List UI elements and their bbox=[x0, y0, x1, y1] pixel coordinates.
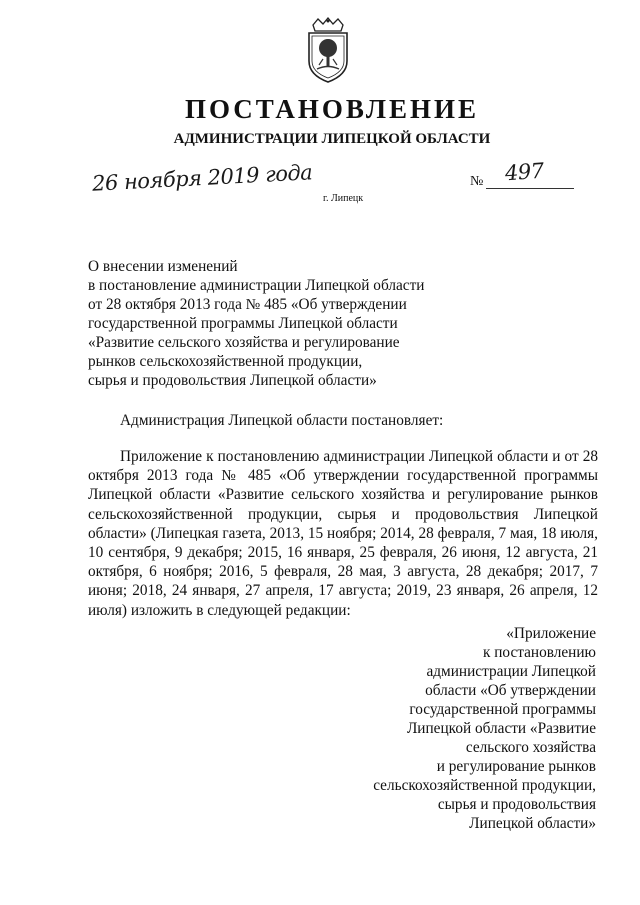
appendix-line: сырья и продовольствия bbox=[437, 796, 596, 813]
resolution-statement: Администрация Липецкой области постановляет: bbox=[120, 412, 444, 429]
appendix-line: сельского хозяйства bbox=[465, 739, 596, 756]
subject-line: О внесении изменений bbox=[88, 258, 238, 275]
document-subtitle: АДМИНИСТРАЦИИ ЛИПЕЦКОЙ ОБЛАСТИ bbox=[173, 131, 491, 147]
number-sign: № bbox=[470, 174, 484, 189]
subject-line: рынков сельскохозяйственной продукции, bbox=[88, 353, 363, 370]
appendix-line: администрации Липецкой bbox=[426, 663, 596, 680]
appendix-line: области «Об утверждении bbox=[425, 682, 596, 699]
handwritten-date: 26 ноября 2019 года bbox=[91, 160, 313, 196]
body-paragraph: Приложение к постановлению администрации Липецкой области и от 28 октября 2013 года № 485 «Об утверждении государственной программы Липецкой области «Развитие сельского хозяйства и регулирование рынков сельскохозяйственной продукции, сырья и продовольствия Липецкой области» (Липецкая газета, 2013, 15 ноября; 2014, 28 февраля, 7 мая, 18 июля, 10 сентября, 9 декабря; 2015, 16 января, 25 февраля, 26 июня, 12 августа, 21 октября, 6 ноября; 2016, 5 февраля, 28 мая, 3 августа, 28 декабря; 2017, 7 июня; 2018, 24 января, 27 апреля, 17 августа; 2019, 23 января, 26 апреля, 12 июля) изложить в следующей редакции: bbox=[88, 448, 598, 619]
appendix-line: сельскохозяйственной продукции, bbox=[373, 777, 596, 794]
document-title: ПОСТАНОВЛЕНИЕ bbox=[184, 94, 480, 124]
appendix-heading bbox=[360, 624, 596, 833]
number-underline bbox=[486, 188, 574, 189]
subject-line: в постановление администрации Липецкой области bbox=[88, 277, 425, 294]
handwritten-number: 497 bbox=[504, 158, 545, 186]
appendix-line: государственной программы bbox=[409, 701, 596, 718]
coat-of-arms-icon bbox=[303, 17, 353, 85]
city-label: г. Липецк bbox=[323, 193, 364, 204]
appendix-line: Липецкой области «Развитие bbox=[406, 720, 596, 737]
appendix-line: Липецкой области» bbox=[469, 815, 596, 832]
subject-line: сырья и продовольствия Липецкой области» bbox=[88, 372, 377, 389]
subject-line: «Развитие сельского хозяйства и регулирование bbox=[88, 334, 400, 351]
subject-line: государственной программы Липецкой области bbox=[88, 315, 398, 332]
appendix-line: «Приложение bbox=[506, 625, 596, 642]
subject-block bbox=[88, 257, 448, 390]
appendix-line: к постановлению bbox=[482, 644, 596, 661]
subject-line: от 28 октября 2013 года № 485 «Об утверждении bbox=[88, 296, 407, 313]
appendix-line: и регулирование рынков bbox=[436, 758, 596, 775]
